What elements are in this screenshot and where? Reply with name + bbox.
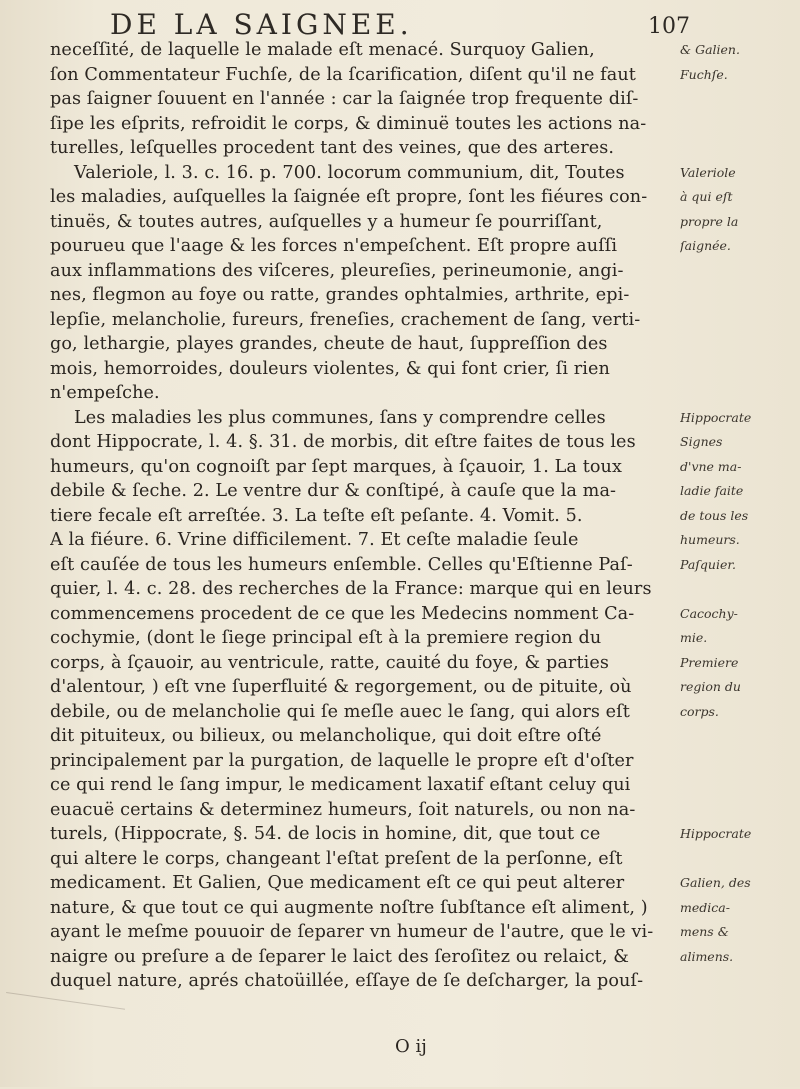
- text-line: quier, l. 4. c. 28. des recherches de la France: marque qui en leurs: [50, 579, 652, 599]
- margin-note: mie.: [680, 630, 708, 645]
- margin-note: Signes: [680, 434, 723, 449]
- text-line: lepſie, melancholie, fureurs, freneſies, crachement de ſang, verti-: [50, 309, 641, 330]
- text-line: corps, à ſçauoir, au ventricule, ratte, cauité du foye, & parties: [50, 652, 609, 673]
- text-line: debile, ou de melancholie qui ſe meſle auec le ſang, qui alors eſt: [50, 701, 630, 722]
- text-line: les maladies, auſquelles la ſaignée eſt propre, ſont les fiéures con-: [50, 187, 648, 207]
- text-line: pourueu que l'aage & les forces n'empeſchent. Eſt propre auſſi: [50, 236, 618, 256]
- margin-note: de tous les: [680, 507, 749, 523]
- margin-note: Valeriole: [680, 164, 736, 180]
- margin-note: Fuchſe.: [680, 66, 728, 82]
- text-line: humeurs, qu'on cognoiſt par ſept marques, à ſçauoir, 1. La toux: [50, 456, 623, 477]
- text-line: euacuë certains & determinez humeurs, ſoit naturels, ou non na-: [50, 799, 636, 820]
- text-line: pas ſaigner ſouuent en l'année : car la ſaignée trop frequente diſ-: [50, 89, 639, 109]
- margin-note: Galien, des: [680, 875, 751, 890]
- text-line: ce qui rend le ſang impur, le medicament laxatif eſtant celuy qui: [50, 775, 631, 795]
- catchword: O ij: [395, 1036, 427, 1057]
- margin-note: mens &: [680, 924, 729, 939]
- text-line: ſipe les eſprits, refroidit le corps, & diminuë toutes les actions na-: [50, 113, 647, 134]
- text-line: medicament. Et Galien, Que medicament eſt ce qui peut alterer: [50, 873, 625, 893]
- text-line: n'empeſche.: [50, 383, 160, 403]
- text-line: Valeriole, l. 3. c. 16. p. 700. locorum communium, dit, Toutes: [74, 162, 625, 183]
- running-title: DE LA SAIGNEE.: [110, 8, 413, 41]
- page-stain: [0, 992, 125, 1089]
- text-line: mois, hemorroides, douleurs violentes, & qui font crier, ſi rien: [50, 358, 610, 379]
- margin-note: region du: [680, 679, 741, 694]
- text-line: qui altere le corps, changeant l'eſtat preſent de la perſonne, eſt: [50, 848, 623, 869]
- text-line: dont Hippocrate, l. 4. §. 31. de morbis, dit eſtre faites de tous les: [50, 432, 636, 452]
- text-line: nes, flegmon au foye ou ratte, grandes ophtalmies, arthrite, epi-: [50, 285, 630, 305]
- text-line: naigre ou preſure a de ſeparer le laict des ſeroſitez ou relaict, &: [50, 946, 629, 967]
- margin-note: humeurs.: [680, 532, 740, 547]
- text-line: turels, (Hippocrate, §. 54. de locis in homine, dit, que tout ce: [50, 824, 601, 844]
- margin-note: ſaignée.: [680, 238, 731, 253]
- text-line: eſt cauſée de tous les humeurs enſemble. Celles qu'Eſtienne Paſ-: [50, 554, 633, 575]
- text-line: nature, & que tout ce qui augmente noſtre ſubſtance eſt aliment, ): [50, 897, 648, 918]
- text-line: ayant le meſme pouuoir de ſeparer vn humeur de l'autre, que le vi-: [50, 922, 654, 942]
- margin-note: & Galien.: [680, 42, 740, 57]
- text-line: go, lethargie, playes grandes, cheute de haut, ſuppreſſion des: [50, 334, 608, 354]
- margin-note: d'vne ma-: [680, 458, 742, 474]
- margin-note: ladie faite: [680, 483, 744, 498]
- text-line: d'alentour, ) eſt vne ſuperfluité & regorgement, ou de pituite, où: [50, 677, 632, 697]
- margin-note: medica-: [680, 899, 730, 915]
- text-line: aux inflammations des viſceres, pleureſies, perineumonie, angi-: [50, 260, 624, 281]
- text-line: Les maladies les plus communes, ſans y comprendre celles: [74, 407, 606, 428]
- text-line: duquel nature, aprés chatoüillée, eſſaye de ſe deſcharger, la pouſ-: [50, 971, 644, 991]
- body-text: [50, 38, 674, 994]
- text-line: dit pituiteux, ou bilieux, ou melancholique, qui doit eſtre oſté: [50, 726, 602, 746]
- text-line: A la fiéure. 6. Vrine difficilement. 7. Et ceſte maladie ſeule: [50, 530, 579, 550]
- margin-note: Cacochy-: [680, 605, 738, 621]
- margin-note: propre la: [680, 213, 739, 229]
- text-line: principalement par la purgation, de laquelle le propre eſt d'oſter: [50, 750, 634, 771]
- page-header: [110, 8, 690, 42]
- text-line: neceſſité, de laquelle le malade eſt menacé. Surquoy Galien,: [50, 40, 595, 60]
- margin-note: alimens.: [680, 948, 734, 964]
- margin-note: Hippocrate: [680, 409, 752, 425]
- text-line: tiere fecale eſt arreſtée. 3. La teſte eſt peſante. 4. Vomit. 5.: [50, 505, 583, 526]
- margin-note: à qui eſt: [680, 189, 733, 204]
- margin-note: corps.: [680, 703, 719, 719]
- page-number: 107: [648, 14, 690, 39]
- text-line: cochymie, (dont le ſiege principal eſt à la premiere region du: [50, 628, 602, 648]
- text-line: debile & ſeche. 2. Le ventre dur & conſtipé, à cauſe que la ma-: [50, 481, 617, 501]
- text-line: turelles, leſquelles procedent tant des veines, que des arteres.: [50, 138, 615, 158]
- text-line: tinuës, & toutes autres, auſquelles y a humeur ſe pourriſſant,: [50, 211, 603, 232]
- margin-note: Premiere: [680, 654, 739, 670]
- text-line: ſon Commentateur Fuchſe, de la ſcarification, diſent qu'il ne faut: [50, 64, 636, 85]
- text-line: commencemens procedent de ce que les Medecins nomment Ca-: [50, 603, 635, 624]
- margin-note: Hippocrate: [680, 826, 752, 841]
- margin-note: Paſquier.: [680, 556, 736, 572]
